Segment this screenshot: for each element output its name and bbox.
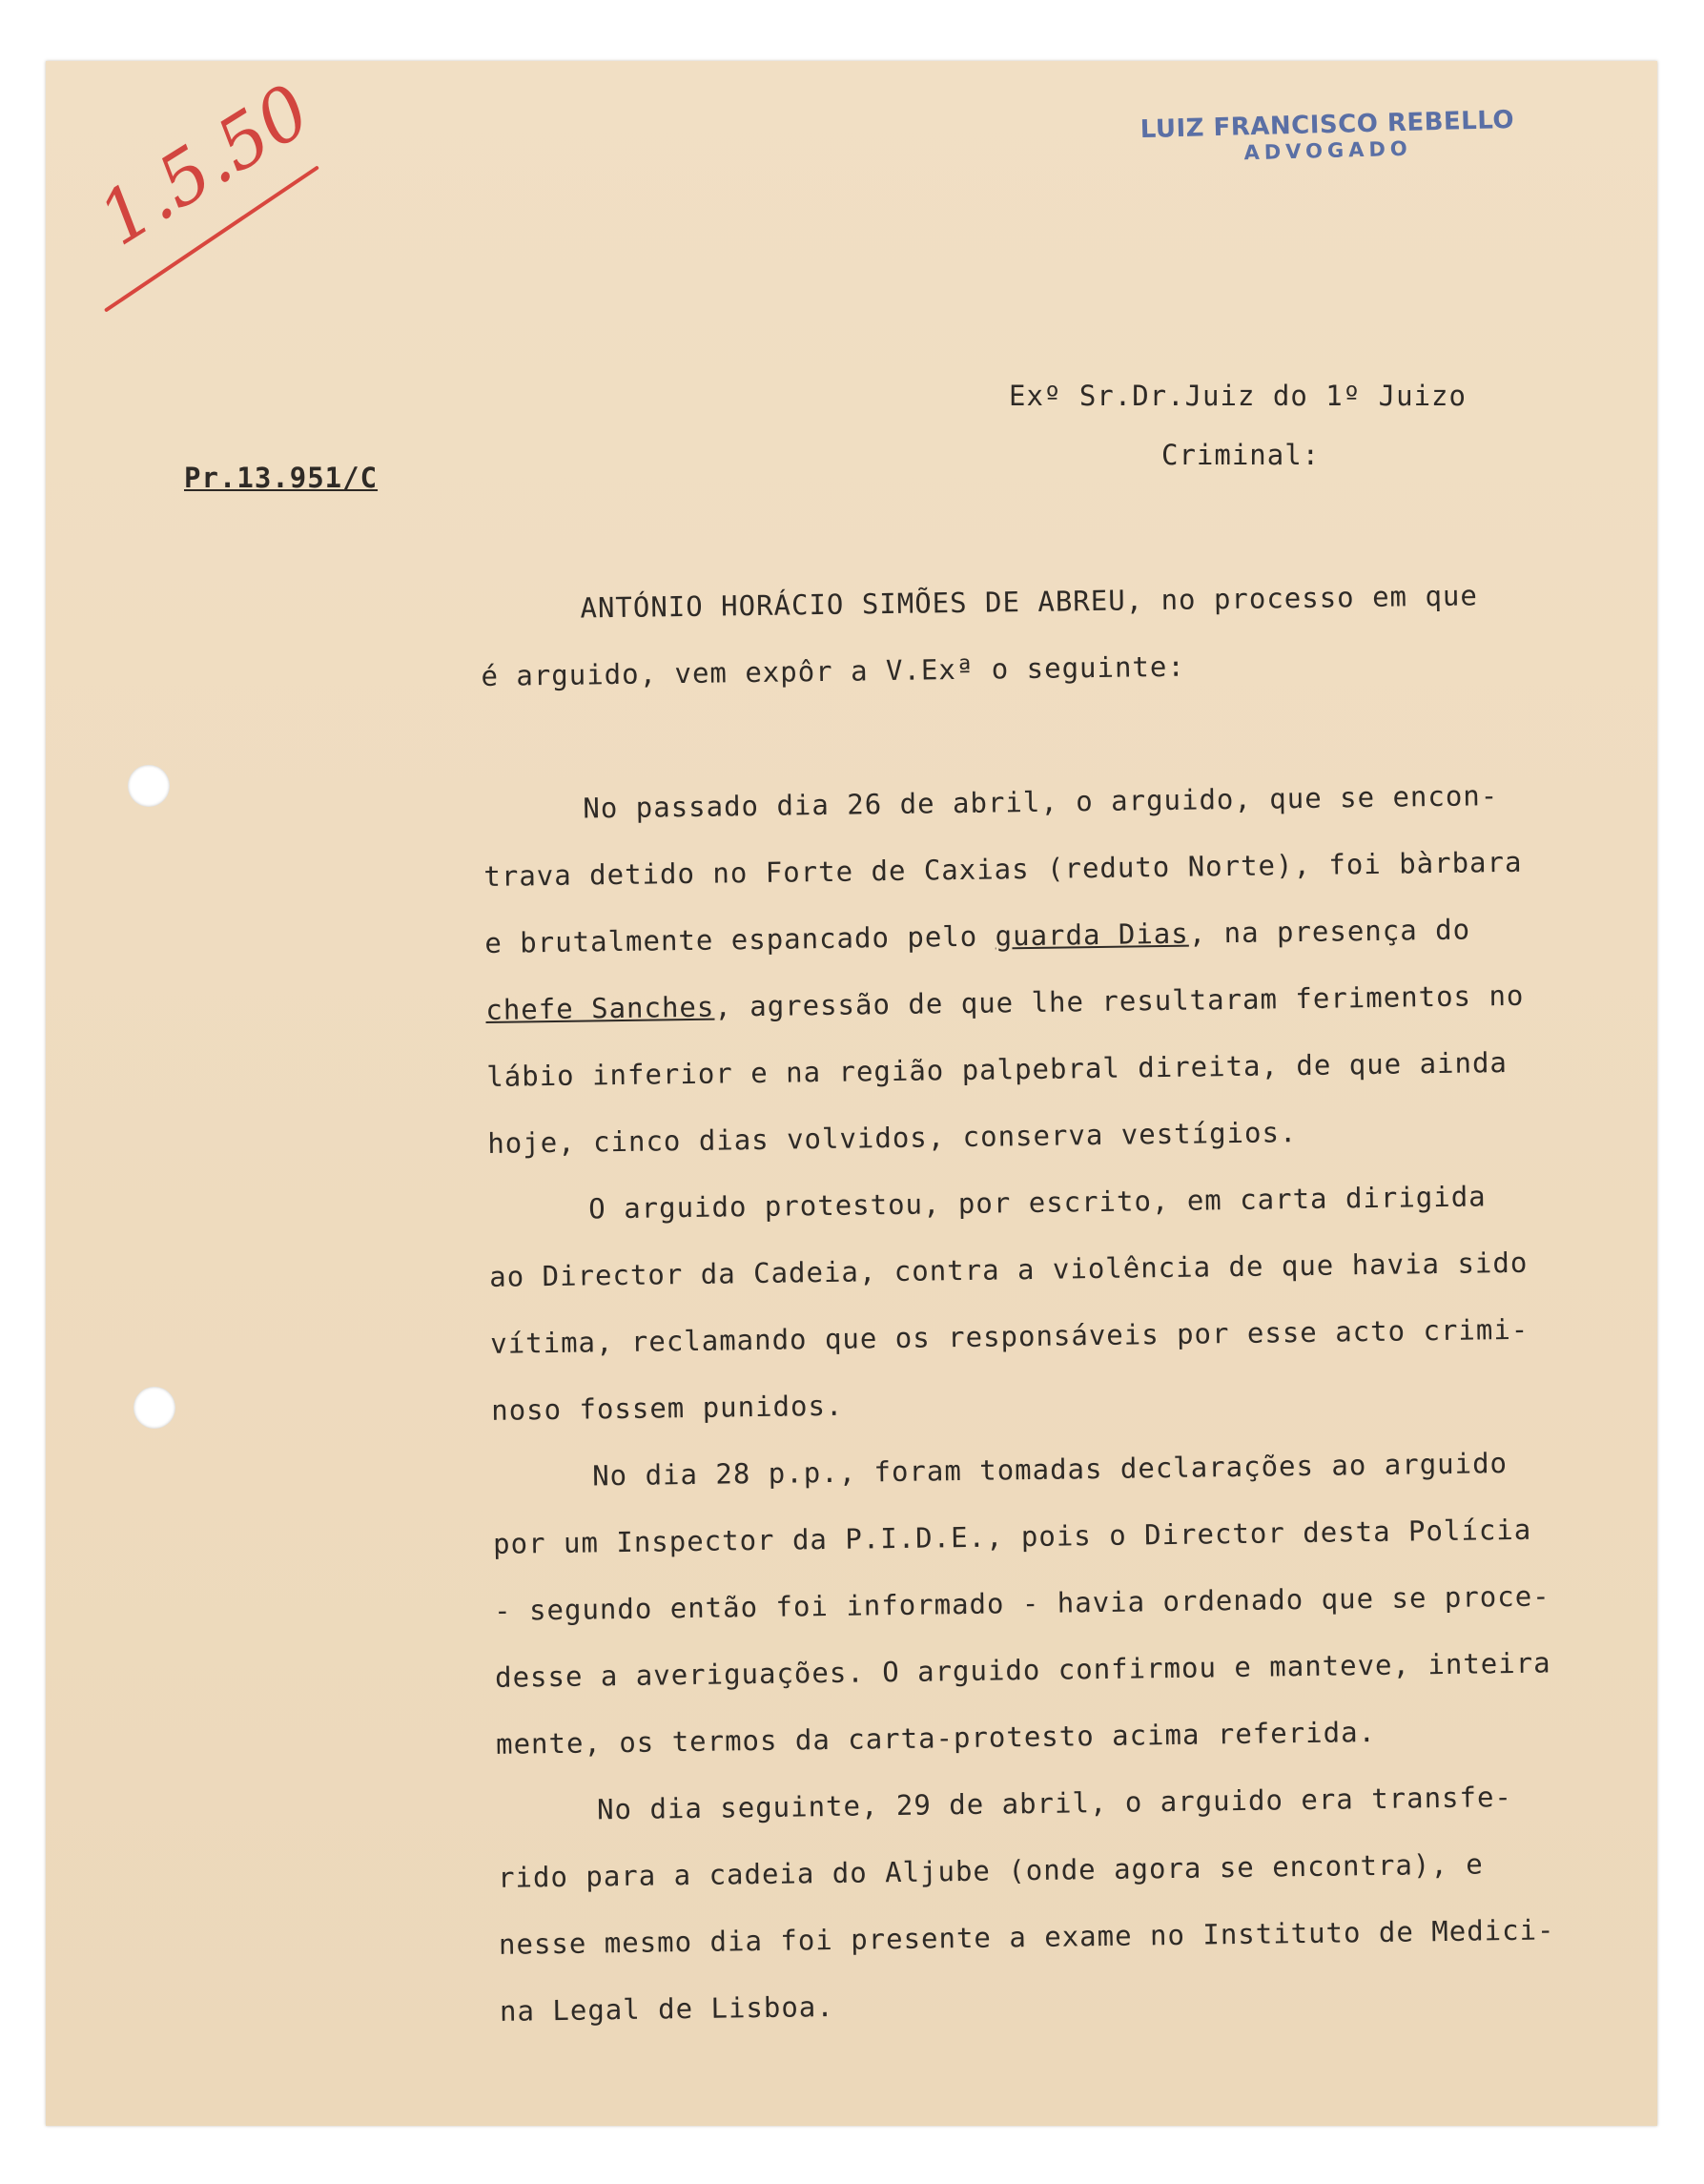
underlined-name-guard: guarda Dias	[995, 917, 1189, 953]
body-line: lábio inferior e na região palpebral direita, de que ainda	[486, 1046, 1509, 1093]
letterhead-stamp	[1139, 106, 1515, 167]
body-line: nesse mesmo dia foi presente a exame no Instituto de Medici-	[498, 1913, 1555, 1961]
body-line: trava detido no Forte de Caxias (reduto Norte), foi bàrbara	[483, 845, 1523, 893]
body-line: No dia seguinte, 29 de abril, o arguido era transfe-	[596, 1781, 1513, 1826]
body-line: e brutalmente espancado pelo guarda Dias, na presença do	[484, 913, 1471, 959]
letterhead-name: LUIZ FRANCISCO REBELLO	[1139, 105, 1515, 145]
process-reference: Pr.13.951/C	[184, 462, 379, 494]
intro-line: é arguido, vem expôr a V.Exª o seguinte:	[481, 649, 1186, 692]
punch-hole	[128, 765, 170, 807]
body-line: vítima, reclamando que os responsáveis por esse acto crimi-	[490, 1312, 1529, 1360]
handwritten-date: 1.5.50	[84, 67, 325, 262]
body-line: mente, os termos da carta-protesto acima referida.	[495, 1715, 1377, 1761]
addressee-line: Exº Sr.Dr.Juiz do 1º Juizo	[1009, 380, 1467, 412]
addressee	[1009, 366, 1467, 484]
body-line: ao Director da Cadeia, contra a violência de que havia sido	[489, 1246, 1529, 1293]
underlined-name-chief: chefe Sanches	[485, 990, 715, 1026]
body-line: O arguido protestou, por escrito, em carta dirigida	[588, 1180, 1487, 1226]
body-line: No passado dia 26 de abril, o arguido, que se encon-	[583, 779, 1499, 825]
body-line: na Legal de Lisboa.	[499, 1989, 834, 2028]
body-line: por um Inspector da P.I.D.E., pois o Director desta Polícia	[492, 1513, 1532, 1560]
intro-line: ANTÓNIO HORÁCIO SIMÕES DE ABREU, no processo em que	[580, 579, 1479, 625]
letterhead-role: ADVOGADO	[1242, 136, 1412, 165]
body-line: hoje, cinco dias volvidos, conserva vestígios.	[487, 1116, 1298, 1160]
addressee-line: Criminal:	[1161, 439, 1321, 471]
body-line: chefe Sanches, agressão de que lhe resultaram ferimentos no	[485, 979, 1525, 1026]
body-line: desse a averiguações. O arguido confirmou e manteve, inteira	[494, 1646, 1551, 1694]
punch-hole	[133, 1387, 175, 1429]
body-line: No dia 28 p.p., foram tomadas declarações ao arguido	[591, 1447, 1509, 1493]
document-page	[46, 61, 1657, 2126]
body-line: - segundo então foi informado - havia ordenado que se proce-	[493, 1579, 1550, 1627]
body-line: noso fossem punidos.	[490, 1389, 844, 1427]
body-line: rido para a cadeia do Aljube (onde agora se encontra), e	[497, 1847, 1484, 1894]
document-body	[480, 562, 1556, 2045]
